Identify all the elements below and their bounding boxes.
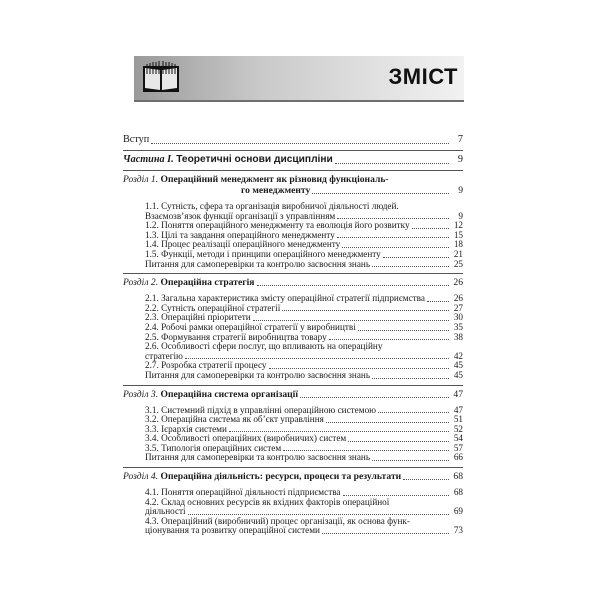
section-heading [123,471,463,482]
toc-item-page: 51 [453,414,463,425]
leader-dots [372,378,449,379]
toc-item-text: 3.5. Типологія операційних систем [145,442,282,453]
toc-item-text: 3.1. Системний підхід в управлінні операційною системою [145,404,377,415]
toc-part1 [123,154,463,166]
page-title: ЗМІСТ [388,64,458,89]
leader-dots [253,320,449,321]
toc-item: 2.6. Особливості сфери послуг, що впливають на операційну [145,341,383,352]
toc-intro-page: 7 [457,134,463,145]
toc-item-page: 54 [453,433,463,444]
toc-item-text: 3.2. Операційна система як об’єкт управління [145,414,324,425]
toc-item-page: 15 [453,229,463,240]
divider [123,150,463,151]
section-label: Розділ 4. [123,471,159,483]
toc-item-page: 21 [453,248,463,259]
contents-header [134,56,464,104]
toc-item [123,453,463,463]
section-title-cont: го менеджменту [241,185,311,196]
leader-dots [427,301,449,302]
leader-dots [372,460,449,461]
leader-dots [412,228,449,229]
toc-item: 4.3. Операційний (виробничий) процес організації, як основа функ- [145,515,410,526]
leader-dots [342,247,449,248]
leader-dots [372,266,449,267]
table-of-contents [123,134,463,536]
toc-item-page: 73 [453,525,463,536]
toc-item [123,260,463,270]
toc-item-page: 9 [458,210,463,221]
divider [123,273,463,274]
toc-item-text: 1.2. Поняття операційного менеджменту та еволюція його розвитку [145,220,410,231]
divider [123,467,463,468]
toc-item-page: 45 [453,369,463,380]
toc-intro-text: Вступ [123,134,150,145]
toc-item-text: 2.2. Сутність операційної стратегії [145,302,281,313]
leader-dots [151,143,449,144]
section-title: Операційний менеджмент як різновид функціональ- [160,174,389,185]
toc-item-text: Взаємозв’язок функції організації з управлінням [145,210,336,221]
toc-item-text: Питання для самоперевірки та контролю засвоєння знань [145,369,371,380]
section-heading [123,277,463,288]
leader-dots [185,358,449,359]
leader-dots [269,368,449,369]
toc-item-text: 2.5. Формування стратегії виробництва товару [145,331,327,342]
toc-item-text: 2.7. Розробка стратегії процесу [145,360,267,371]
toc-item-cont [123,526,463,536]
section-page: 68 [453,471,463,483]
leader-dots [378,412,449,413]
section-label: Розділ 2. [123,277,159,289]
toc-item-page: 52 [453,423,463,434]
toc-item-page: 69 [453,506,463,517]
toc-item-page: 68 [453,487,463,498]
toc-item-text: 1.5. Функції, методи і принципи операційного менеджменту [145,248,381,259]
section-title: Операційна стратегія [160,277,255,289]
toc-item-page: 12 [453,220,463,231]
leader-dots [329,339,449,340]
toc-item-text: 2.3. Операційні пріоритети [145,312,251,323]
toc-item-page: 38 [453,331,463,342]
leader-dots [348,441,449,442]
section-heading-cont [123,185,463,196]
toc-item-text: стратегію [145,350,183,361]
section-page: 9 [458,185,463,196]
part-title: Теоретичні основи дисципліни [176,154,333,165]
leader-dots [337,218,449,219]
section-title: Операційна діяльність: ресурси, процеси та результати [160,471,402,483]
toc-item-page: 57 [453,442,463,453]
part-label: Частина І. [123,154,174,165]
toc-item-page: 66 [453,452,463,463]
section-heading [123,174,463,185]
leader-dots [188,514,449,515]
toc-item-text: 1.3. Цілі та завдання операційного менеджменту [145,229,335,240]
toc-item-text: 3.3. Ієрархія системи [145,423,227,434]
section-page: 26 [453,277,463,289]
toc-item-text: діяльності [145,506,186,517]
toc-item-page: 45 [453,360,463,371]
leader-dots [300,397,449,398]
divider [123,385,463,386]
leader-dots [403,479,449,480]
leader-dots [229,431,449,432]
header-rule [134,100,464,102]
toc-item-page: 25 [453,258,463,269]
toc-item-page: 42 [453,350,463,361]
toc-item-page: 18 [453,239,463,250]
toc-item-text: 4.1. Поняття операційної діяльності підприємства [145,487,341,498]
leader-dots [343,495,449,496]
toc-item-page: 35 [453,321,463,332]
toc-item-page: 47 [453,404,463,415]
section-heading [123,389,463,400]
leader-dots [383,257,449,258]
toc-item-text: 1.4. Процес реалізації операційного менеджменту [145,239,341,250]
leader-dots [358,330,449,331]
leader-dots [322,533,449,534]
toc-item-text: 2.1. Загальна характеристика змісту операційної стратегії підприємства [145,293,425,304]
toc-item-text: ціонування та розвитку операційної системи [145,525,320,536]
toc-item-text: Питання для самоперевірки та контролю засвоєння знань [145,258,371,269]
divider [123,170,463,171]
leader-dots [257,285,450,286]
toc-intro [123,134,463,146]
book-icon [140,60,182,96]
toc-item: 4.2. Склад основних ресурсів як вхідних факторів операційної [145,496,390,507]
toc-item-page: 26 [453,293,463,304]
toc-part1-page: 9 [457,154,463,165]
toc-item [123,371,463,381]
leader-dots [337,237,449,238]
toc-item: 1.1. Сутність, сфера та організація виробничої діяльності людей. [145,201,399,211]
toc-item-text: 3.4. Особливості операційних (виробничих) систем [145,433,347,444]
toc-item-text: 2.4. Робочі рамки операційної стратегії у виробництві [145,321,356,332]
section-page: 47 [453,388,463,400]
toc-item-page: 27 [453,302,463,313]
section-label: Розділ 3. [123,388,159,400]
leader-dots [283,450,449,451]
section-label: Розділ 1. [123,174,159,185]
leader-dots [326,422,449,423]
section-title: Операційна система організації [160,388,299,400]
leader-dots [312,193,449,194]
toc-item-page: 30 [453,312,463,323]
leader-dots [282,310,449,311]
leader-dots [335,163,449,164]
toc-item-text: Питання для самоперевірки та контролю засвоєння знань [145,452,371,463]
